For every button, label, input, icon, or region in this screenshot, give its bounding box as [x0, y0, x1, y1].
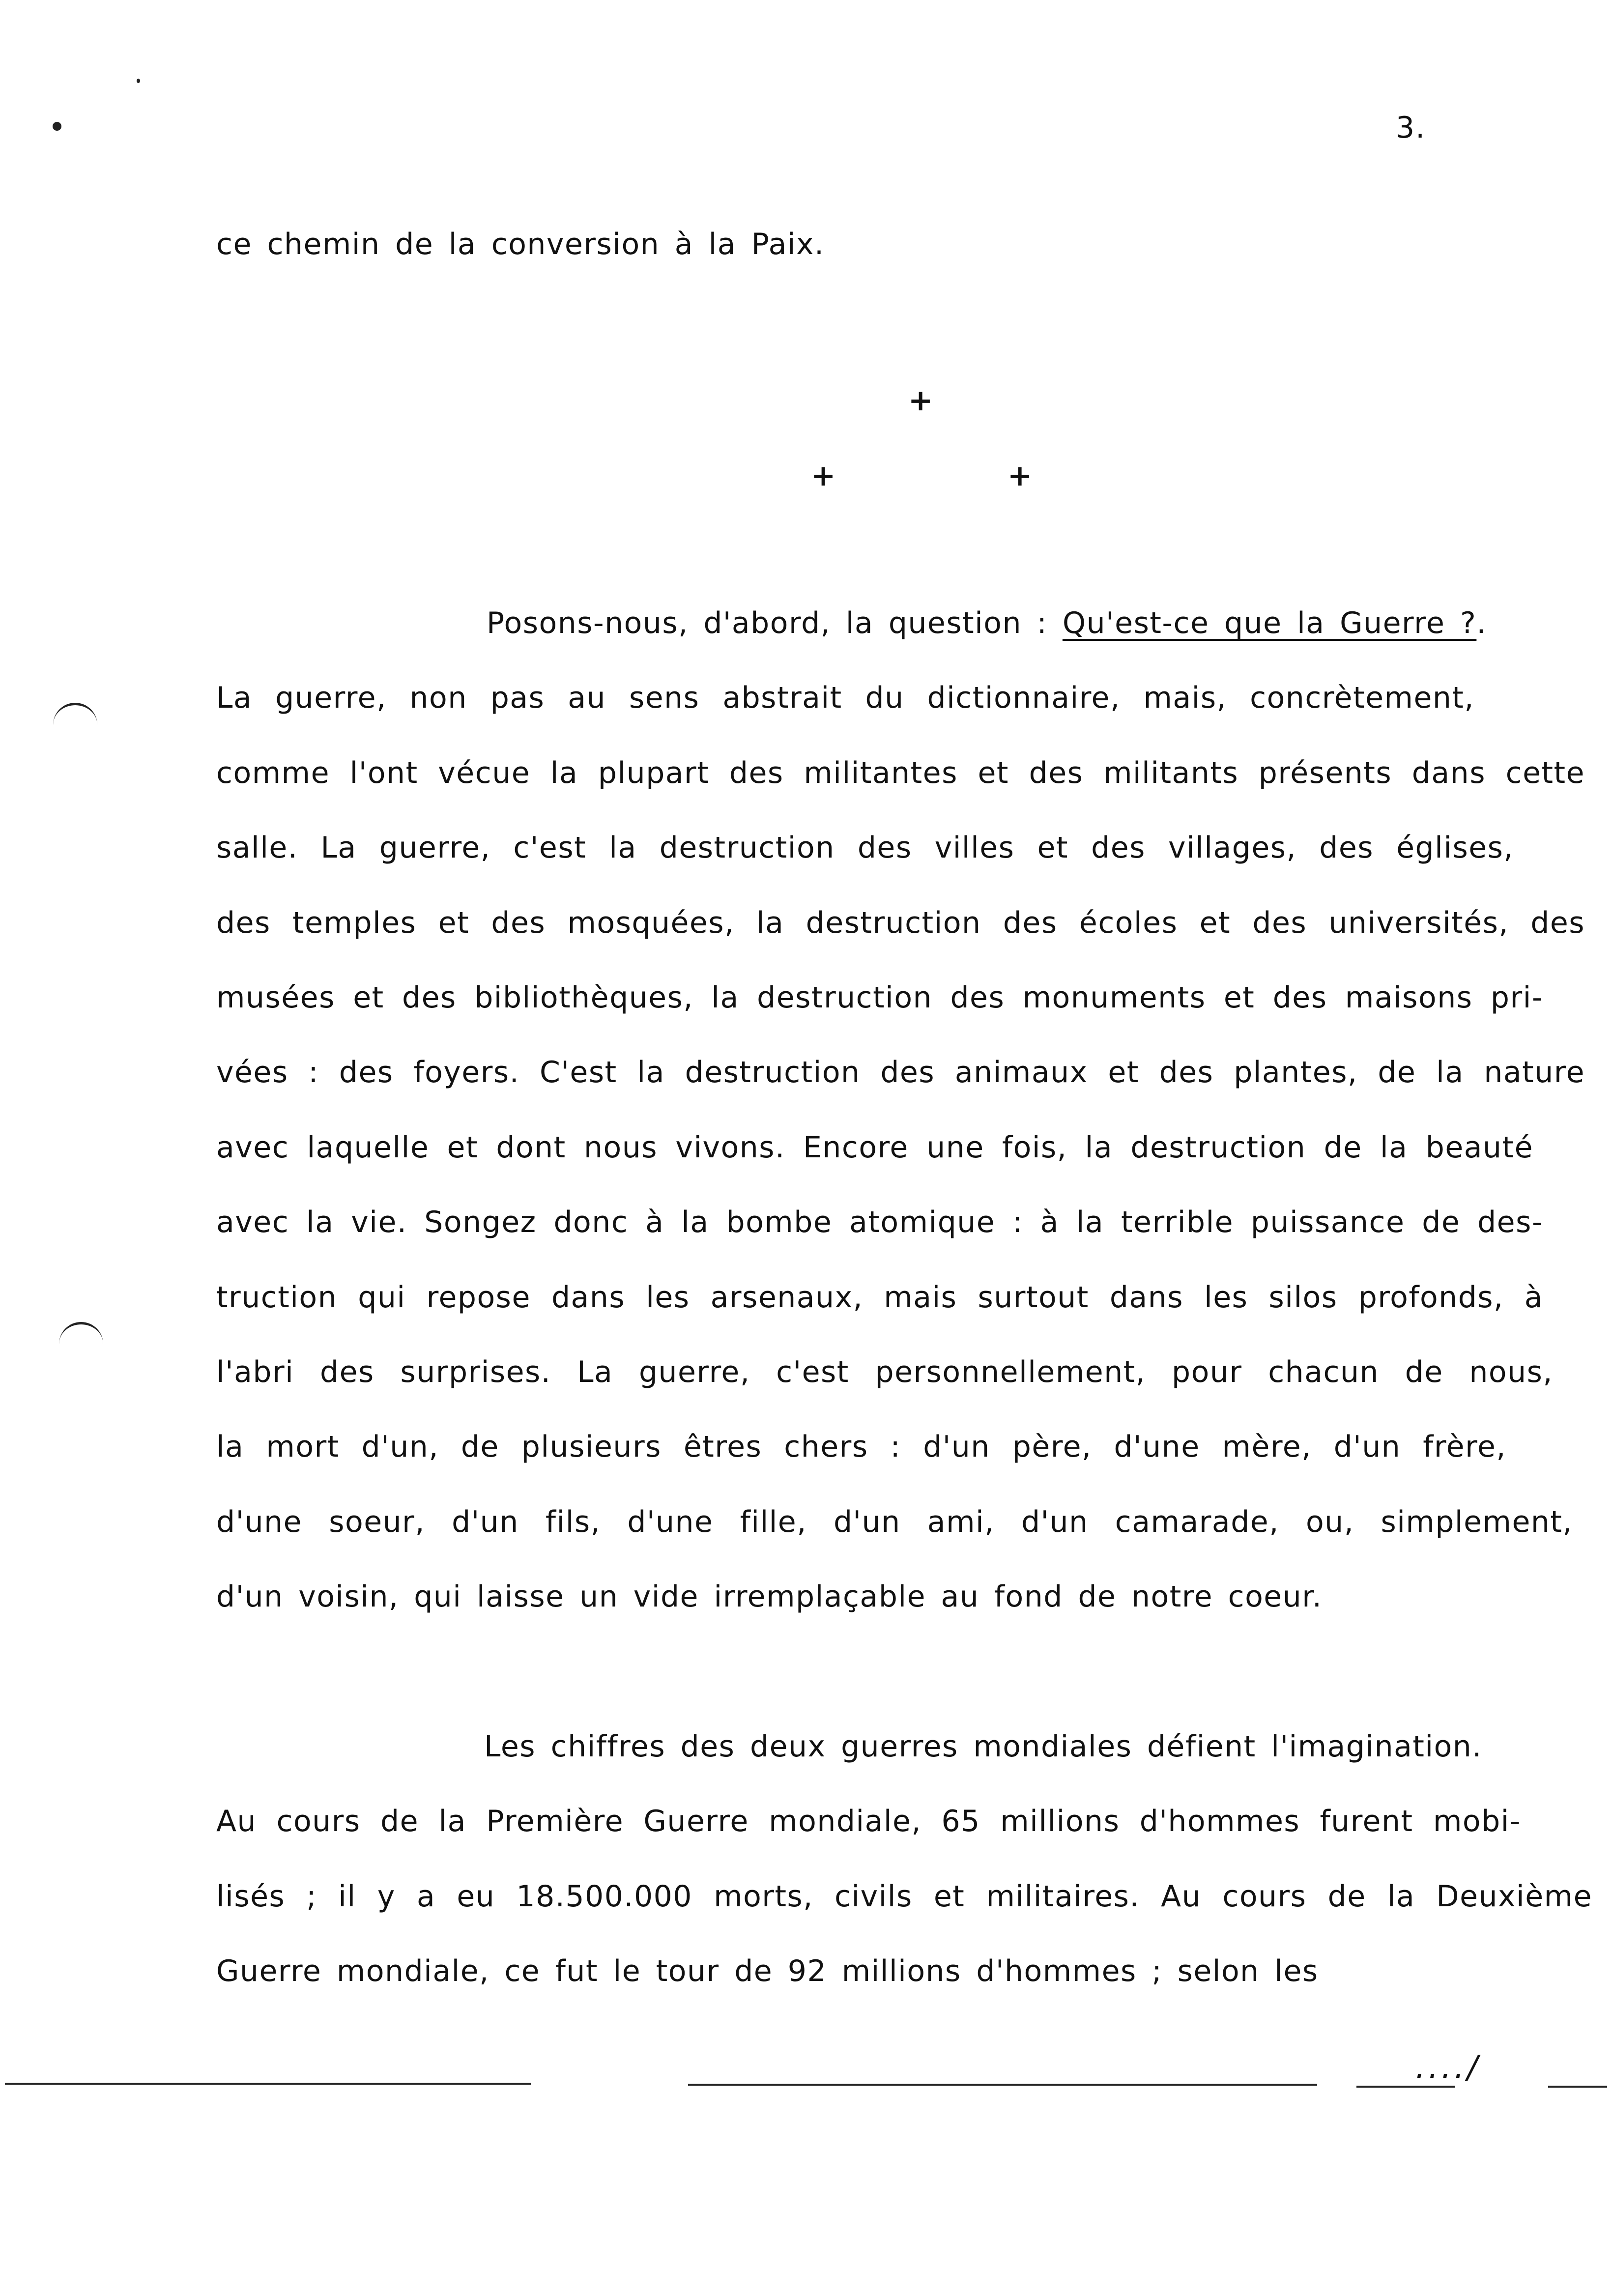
scan-arc-mark	[59, 1322, 103, 1349]
separator-cross: +	[811, 459, 836, 493]
text-line: comme l'ont vécue la plupart des militantes et des militants présents dans cette	[216, 756, 1585, 790]
separator-cross: +	[908, 383, 933, 418]
text-line: l'abri des surprises. La guerre, c'est personnellement, pour chacun de nous,	[216, 1355, 1553, 1389]
page-number: 3.	[1396, 111, 1426, 145]
text-line: avec la vie. Songez donc à la bombe atomique : à la terrible puissance de des-	[216, 1205, 1543, 1239]
text-line: des temples et des mosquées, la destruction des écoles et des universités, des	[216, 906, 1585, 940]
text-line: ce chemin de la conversion à la Paix.	[216, 227, 825, 261]
question-end: .	[1476, 606, 1487, 640]
text-line: d'un voisin, qui laisse un vide irremplaçable au fond de notre coeur.	[216, 1579, 1323, 1614]
text-line: salle. La guerre, c'est la destruction des villes et des villages, des églises,	[216, 831, 1514, 865]
footer-rule	[688, 2084, 1317, 2086]
question-line	[487, 606, 1487, 640]
continuation-mark: ..../	[1415, 2049, 1481, 2086]
scan-speck-mark	[137, 79, 140, 83]
text-line: d'une soeur, d'un fils, d'une fille, d'un ami, d'un camarade, ou, simplement,	[216, 1505, 1573, 1539]
text-line: Guerre mondiale, ce fut le tour de 92 millions d'hommes ; selon les	[216, 1954, 1319, 1988]
text-line: musées et des bibliothèques, la destruction des monuments et des maisons pri-	[216, 980, 1543, 1015]
text-line: lisés ; il y a eu 18.500.000 morts, civils et militaires. Au cours de la Deuxième	[216, 1879, 1592, 1914]
text-line: vées : des foyers. C'est la destruction des animaux et des plantes, de la nature	[216, 1055, 1585, 1090]
separator-cross: +	[1008, 459, 1033, 493]
text-line: La guerre, non pas au sens abstrait du dictionnaire, mais, concrètement,	[216, 681, 1474, 715]
question-intro: Posons-nous, d'abord, la question :	[487, 606, 1048, 640]
question-underlined: Qu'est-ce que la Guerre ?	[1062, 606, 1477, 640]
text-line: avec laquelle et dont nous vivons. Encore une fois, la destruction de la beauté	[216, 1130, 1533, 1165]
footer-rule	[1356, 2086, 1455, 2088]
text-line: Au cours de la Première Guerre mondiale, 65 millions d'hommes furent mobi-	[216, 1804, 1521, 1838]
scan-arc-mark	[53, 703, 97, 730]
text-line: truction qui repose dans les arsenaux, mais surtout dans les silos profonds, à	[216, 1280, 1543, 1315]
text-line: la mort d'un, de plusieurs êtres chers : d'un père, d'une mère, d'un frère,	[216, 1430, 1506, 1464]
scan-dot-mark	[53, 122, 61, 131]
footer-rule	[5, 2083, 531, 2085]
text-line: Les chiffres des deux guerres mondiales défient l'imagination.	[484, 1729, 1482, 1764]
footer-rule	[1548, 2086, 1607, 2088]
